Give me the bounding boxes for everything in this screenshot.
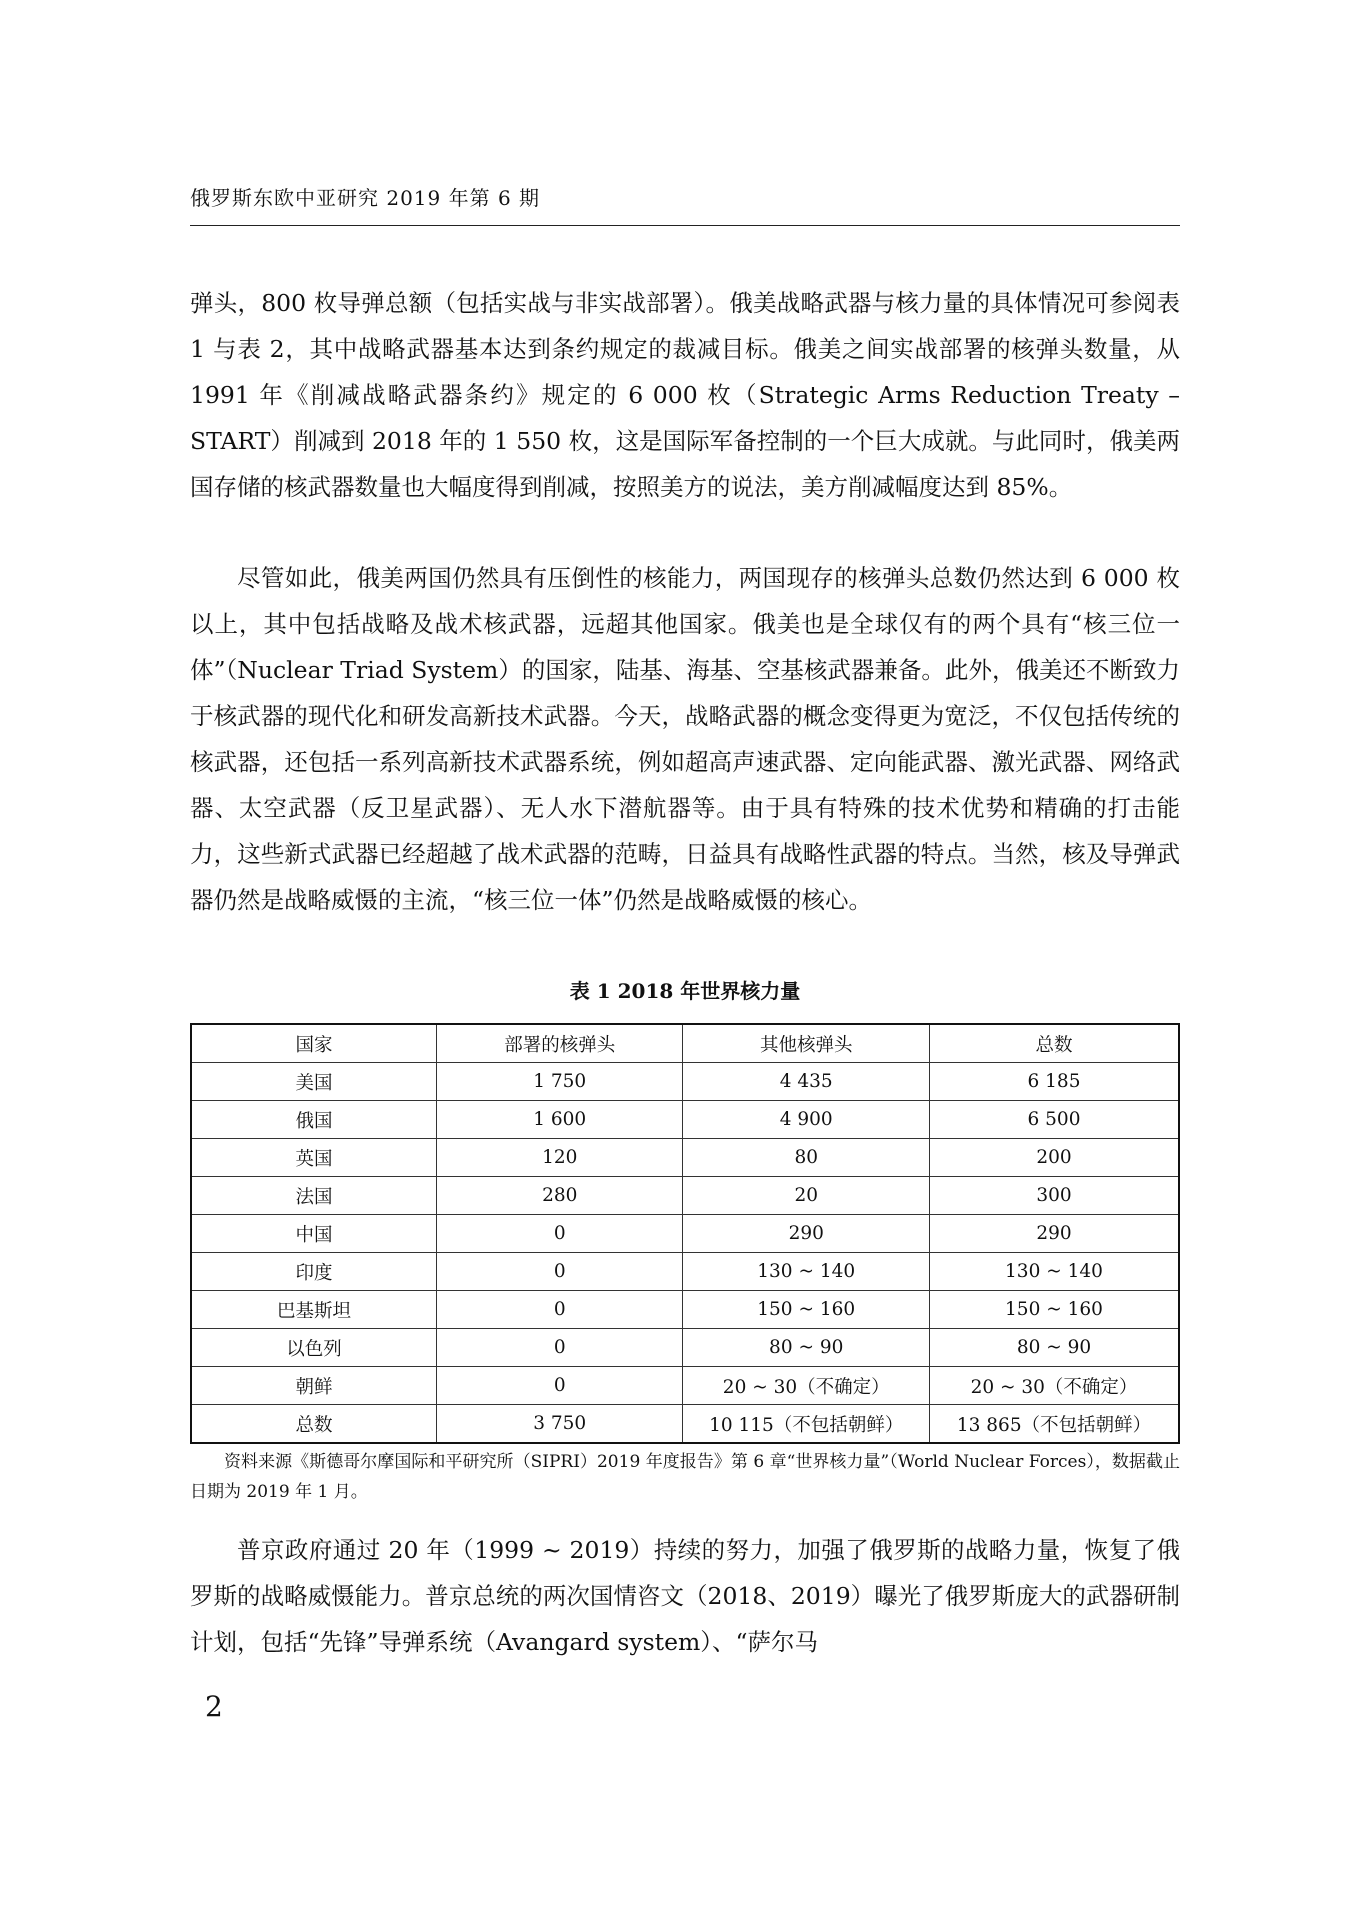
table-header [191, 1024, 1179, 1063]
table-header-row [191, 1024, 1179, 1063]
column-header-country: 国家 [191, 1024, 436, 1063]
table-cell: 80 ~ 90 [683, 1329, 930, 1367]
table-cell: 0 [436, 1291, 683, 1329]
table-cell: 10 115（不包括朝鲜） [683, 1405, 930, 1444]
table-cell: 300 [929, 1177, 1179, 1215]
table-row [191, 1215, 1179, 1253]
table-cell: 120 [436, 1139, 683, 1177]
table-cell: 4 435 [683, 1063, 930, 1101]
body-section-2 [190, 555, 1180, 923]
table-body [191, 1063, 1179, 1444]
table-source-note: 资料来源《斯德哥尔摩国际和平研究所（SIPRI）2019 年度报告》第 6 章“世界核力量”（World Nuclear Forces），数据截止日期为 2019 年 1 月。 [190, 1452, 1180, 1502]
table-row [191, 1367, 1179, 1405]
column-header-total: 总数 [929, 1024, 1179, 1063]
table-row [191, 1063, 1179, 1101]
table-cell: 80 [683, 1139, 930, 1177]
header-rule [190, 225, 1180, 226]
table-cell: 130 ~ 140 [929, 1253, 1179, 1291]
table-cell: 13 865（不包括朝鲜） [929, 1405, 1179, 1444]
table-cell: 130 ~ 140 [683, 1253, 930, 1291]
table-title: 表 1 2018 年世界核力量 [569, 979, 801, 1003]
paragraph-1: 弹头，800 枚导弹总额（包括实战与非实战部署）。俄美战略武器与核力量的具体情况可参阅表 1 与表 2，其中战略武器基本达到条约规定的裁减目标。俄美之间实战部署的核弹头数量，从 1991 年《削减战略武器条约》规定的 6 000 枚（Strategic Arms Reduction Treaty – START）削减到 2018 年的 1 550 枚，这是国际军备控制的一个巨大成就。与此同时，俄美两国存储的核武器数量也大幅度得到削减，按照美方的说法，美方削减幅度达到 85%。 [190, 289, 1180, 501]
body-section-3 [190, 1527, 1180, 1665]
table-cell: 巴基斯坦 [191, 1291, 436, 1329]
table-cell: 1 750 [436, 1063, 683, 1101]
paragraph-3: 普京政府通过 20 年（1999 ~ 2019）持续的努力，加强了俄罗斯的战略力量，恢复了俄罗斯的战略威慑能力。普京总统的两次国情咨文（2018、2019）曝光了俄罗斯庞大的武器研制计划，包括“先锋”导弹系统（Avangard system）、“萨尔马 [190, 1536, 1180, 1656]
running-header: 俄罗斯东欧中亚研究 2019 年第 6 期 [190, 186, 541, 210]
table-cell: 中国 [191, 1215, 436, 1253]
nuclear-forces-table [190, 1023, 1180, 1444]
table-row [191, 1291, 1179, 1329]
table-cell: 0 [436, 1253, 683, 1291]
table-row-total [191, 1405, 1179, 1444]
table-cell: 总数 [191, 1405, 436, 1444]
column-header-other: 其他核弹头 [683, 1024, 930, 1063]
page-number: 2 [205, 1690, 223, 1723]
table-cell: 1 600 [436, 1101, 683, 1139]
table-row [191, 1101, 1179, 1139]
table-cell: 80 ~ 90 [929, 1329, 1179, 1367]
table-cell: 印度 [191, 1253, 436, 1291]
table-cell: 0 [436, 1329, 683, 1367]
table-cell: 以色列 [191, 1329, 436, 1367]
table-cell: 朝鲜 [191, 1367, 436, 1405]
table-row [191, 1253, 1179, 1291]
table-cell: 6 185 [929, 1063, 1179, 1101]
table-cell: 150 ~ 160 [683, 1291, 930, 1329]
table-cell: 0 [436, 1367, 683, 1405]
table-cell: 法国 [191, 1177, 436, 1215]
table-cell: 150 ~ 160 [929, 1291, 1179, 1329]
table-row [191, 1177, 1179, 1215]
table-cell: 290 [683, 1215, 930, 1253]
table-cell: 20 ~ 30（不确定） [683, 1367, 930, 1405]
table-cell: 4 900 [683, 1101, 930, 1139]
table-row [191, 1329, 1179, 1367]
table-row [191, 1139, 1179, 1177]
table-cell: 英国 [191, 1139, 436, 1177]
table-cell: 20 [683, 1177, 930, 1215]
body-section-1 [190, 280, 1180, 510]
table-cell: 3 750 [436, 1405, 683, 1444]
table-cell: 280 [436, 1177, 683, 1215]
table-cell: 290 [929, 1215, 1179, 1253]
table-cell: 美国 [191, 1063, 436, 1101]
table-cell: 20 ~ 30（不确定） [929, 1367, 1179, 1405]
table-cell: 6 500 [929, 1101, 1179, 1139]
paragraph-2: 尽管如此，俄美两国仍然具有压倒性的核能力，两国现存的核弹头总数仍然达到 6 000 枚以上，其中包括战略及战术核武器，远超其他国家。俄美也是全球仅有的两个具有“核三位一体”（Nuclear Triad System）的国家，陆基、海基、空基核武器兼备。此外，俄美还不断致力于核武器的现代化和研发高新技术武器。今天，战略武器的概念变得更为宽泛，不仅包括传统的核武器，还包括一系列高新技术武器系统，例如超高声速武器、定向能武器、激光武器、网络武器、太空武器（反卫星武器）、无人水下潜航器等。由于具有特殊的技术优势和精确的打击能力，这些新式武器已经超越了战术武器的范畴，日益具有战略性武器的特点。当然，核及导弹武器仍然是战略威慑的主流，“核三位一体”仍然是战略威慑的核心。 [190, 564, 1180, 914]
table-cell: 俄国 [191, 1101, 436, 1139]
column-header-deployed: 部署的核弹头 [436, 1024, 683, 1063]
table-cell: 200 [929, 1139, 1179, 1177]
table-cell: 0 [436, 1215, 683, 1253]
